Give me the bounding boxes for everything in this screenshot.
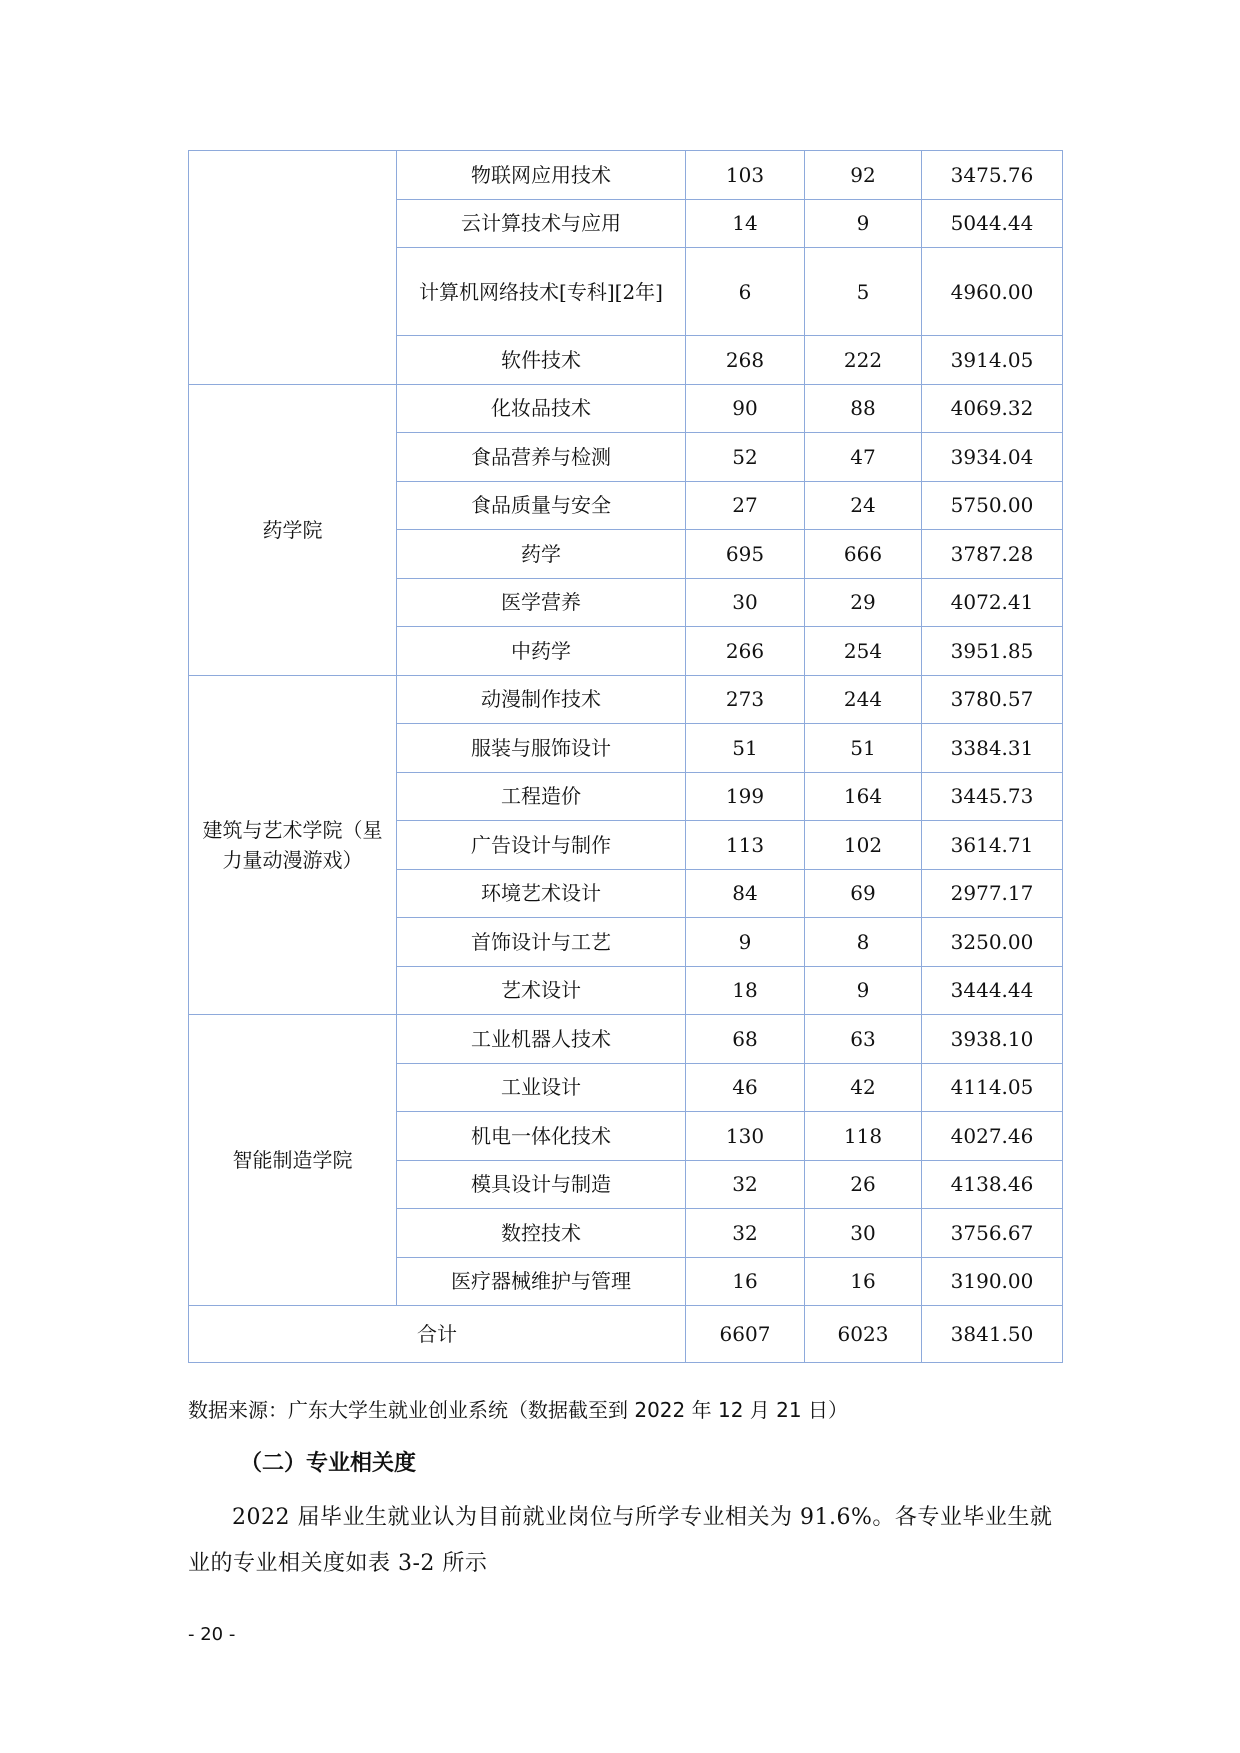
college-cell: 药学院 [189,384,397,675]
major-cell: 中药学 [397,627,686,676]
major-cell: 工程造价 [397,772,686,821]
graduates-cell: 32 [686,1209,805,1258]
major-cell: 食品营养与检测 [397,433,686,482]
graduates-cell: 9 [686,918,805,967]
major-cell: 工业设计 [397,1063,686,1112]
table-row [189,675,1063,724]
table-row [189,151,1063,200]
employed-cell: 118 [805,1112,922,1161]
graduates-cell: 16 [686,1257,805,1306]
major-cell: 机电一体化技术 [397,1112,686,1161]
major-cell: 食品质量与安全 [397,481,686,530]
total-salary-cell: 3841.50 [922,1306,1063,1363]
graduates-cell: 14 [686,199,805,248]
salary-cell: 4114.05 [922,1063,1063,1112]
employed-cell: 24 [805,481,922,530]
college-cell [189,151,397,385]
salary-cell: 3914.05 [922,336,1063,385]
data-source-note: 数据来源：广东大学生就业创业系统（数据截至到 2022 年 12 月 21 日） [188,1398,848,1422]
table-body [189,151,1063,1363]
salary-cell: 5044.44 [922,199,1063,248]
employed-cell: 51 [805,724,922,773]
salary-cell: 3780.57 [922,675,1063,724]
major-cell: 软件技术 [397,336,686,385]
salary-cell: 3250.00 [922,918,1063,967]
employed-cell: 9 [805,199,922,248]
body-paragraph: 2022 届毕业生就业认为目前就业岗位与所学专业相关为 91.6%。各专业毕业生就业的专业相关度如表 3-2 所示 [188,1505,1053,1576]
salary-cell: 3756.67 [922,1209,1063,1258]
graduates-cell: 51 [686,724,805,773]
major-cell: 动漫制作技术 [397,675,686,724]
major-cell: 云计算技术与应用 [397,199,686,248]
graduates-cell: 268 [686,336,805,385]
employed-cell: 5 [805,248,922,336]
employed-cell: 254 [805,627,922,676]
major-cell: 模具设计与制造 [397,1160,686,1209]
table-row [189,384,1063,433]
salary-cell: 3190.00 [922,1257,1063,1306]
major-cell: 数控技术 [397,1209,686,1258]
employed-cell: 29 [805,578,922,627]
graduates-cell: 30 [686,578,805,627]
total-row [189,1306,1063,1363]
salary-cell: 4069.32 [922,384,1063,433]
employed-cell: 244 [805,675,922,724]
graduates-cell: 103 [686,151,805,200]
total-graduates-cell: 6607 [686,1306,805,1363]
major-cell: 广告设计与制作 [397,821,686,870]
employed-cell: 8 [805,918,922,967]
salary-cell: 2977.17 [922,869,1063,918]
employed-cell: 92 [805,151,922,200]
salary-cell: 3787.28 [922,530,1063,579]
graduates-cell: 90 [686,384,805,433]
major-cell: 药学 [397,530,686,579]
total-label-cell: 合计 [189,1306,686,1363]
table-row [189,1015,1063,1064]
major-cell: 医学营养 [397,578,686,627]
graduates-cell: 199 [686,772,805,821]
major-cell: 化妆品技术 [397,384,686,433]
graduates-cell: 113 [686,821,805,870]
salary-cell: 4960.00 [922,248,1063,336]
college-cell: 智能制造学院 [189,1015,397,1306]
salary-cell: 3445.73 [922,772,1063,821]
salary-cell: 3938.10 [922,1015,1063,1064]
major-cell: 物联网应用技术 [397,151,686,200]
salary-cell: 4138.46 [922,1160,1063,1209]
major-cell: 工业机器人技术 [397,1015,686,1064]
graduates-cell: 84 [686,869,805,918]
employed-cell: 30 [805,1209,922,1258]
salary-cell: 3444.44 [922,966,1063,1015]
employed-cell: 42 [805,1063,922,1112]
employed-cell: 26 [805,1160,922,1209]
salary-cell: 3614.71 [922,821,1063,870]
salary-cell: 3951.85 [922,627,1063,676]
graduates-cell: 68 [686,1015,805,1064]
section-heading: （二）专业相关度 [240,1451,417,1476]
major-cell: 服装与服饰设计 [397,724,686,773]
graduates-cell: 46 [686,1063,805,1112]
employed-cell: 88 [805,384,922,433]
graduates-cell: 52 [686,433,805,482]
employed-cell: 102 [805,821,922,870]
graduates-cell: 27 [686,481,805,530]
graduates-cell: 273 [686,675,805,724]
graduates-cell: 695 [686,530,805,579]
major-cell: 计算机网络技术[专科][2年] [397,248,686,336]
employed-cell: 666 [805,530,922,579]
graduates-cell: 18 [686,966,805,1015]
employed-cell: 222 [805,336,922,385]
salary-cell: 3934.04 [922,433,1063,482]
salary-cell: 3475.76 [922,151,1063,200]
salary-cell: 4027.46 [922,1112,1063,1161]
graduates-cell: 32 [686,1160,805,1209]
total-employed-cell: 6023 [805,1306,922,1363]
college-cell: 建筑与艺术学院（星力量动漫游戏） [189,675,397,1015]
employed-cell: 63 [805,1015,922,1064]
employed-cell: 16 [805,1257,922,1306]
page-number: - 20 - [188,1624,236,1645]
salary-cell: 5750.00 [922,481,1063,530]
salary-cell: 4072.41 [922,578,1063,627]
employment-salary-table [188,150,1063,1363]
major-cell: 医疗器械维护与管理 [397,1257,686,1306]
graduates-cell: 266 [686,627,805,676]
employed-cell: 69 [805,869,922,918]
graduates-cell: 6 [686,248,805,336]
graduates-cell: 130 [686,1112,805,1161]
employed-cell: 9 [805,966,922,1015]
major-cell: 首饰设计与工艺 [397,918,686,967]
major-cell: 艺术设计 [397,966,686,1015]
major-cell: 环境艺术设计 [397,869,686,918]
salary-cell: 3384.31 [922,724,1063,773]
employed-cell: 164 [805,772,922,821]
employed-cell: 47 [805,433,922,482]
